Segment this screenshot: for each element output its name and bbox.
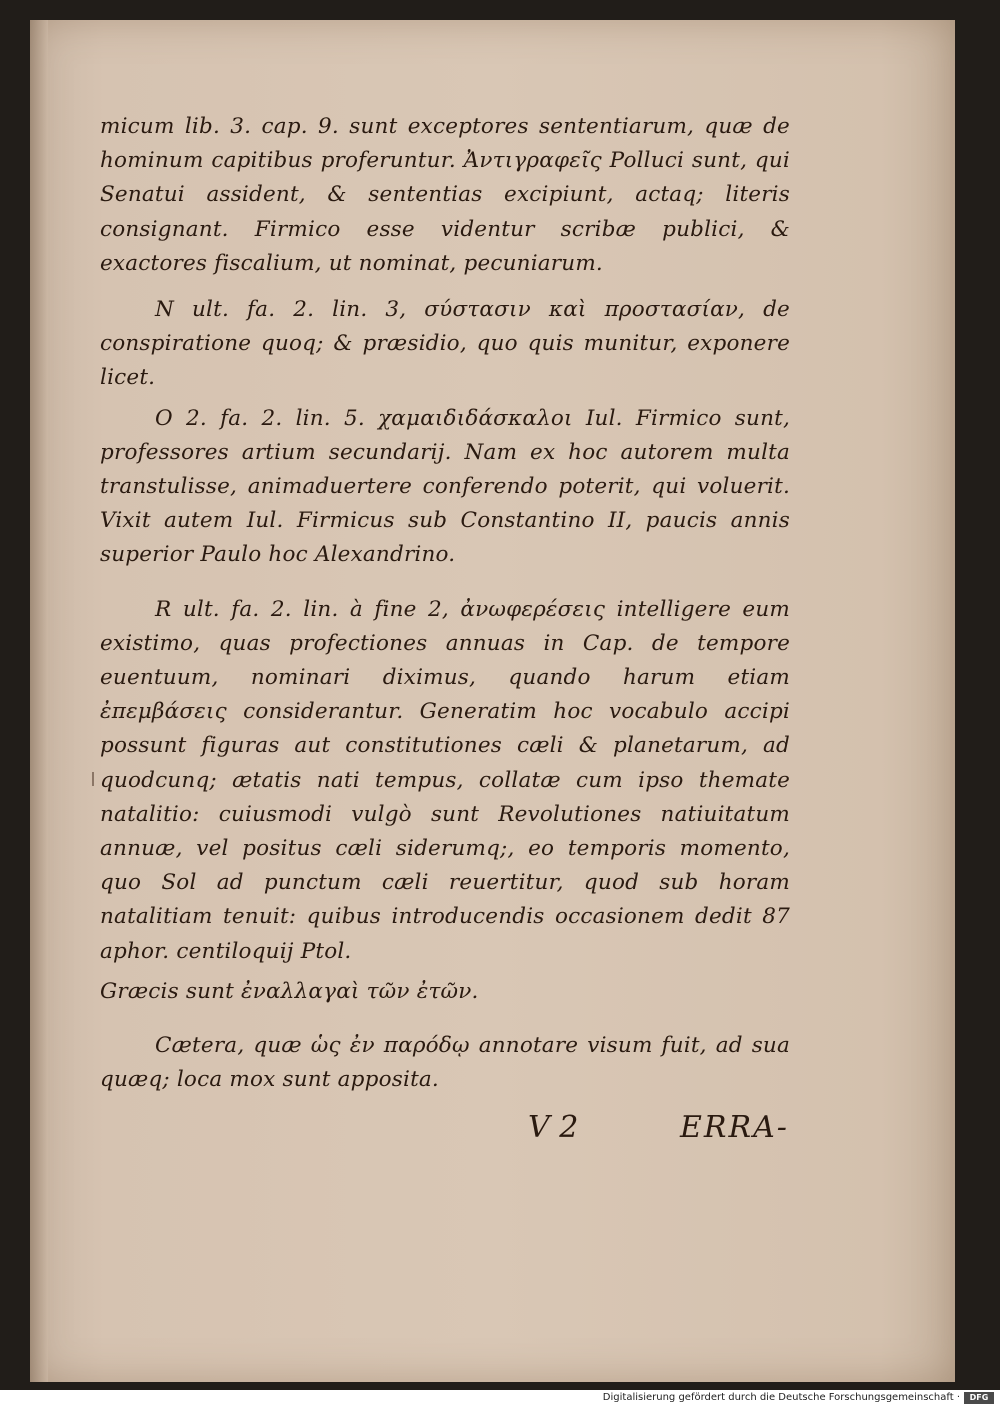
paragraph-note-r: R ult. fa. 2. lin. à fine 2, ἀνωφερέσεις intelligere eum existimo, quas profectiones annuas in Cap. de tempore euentuum, nominari diximus, quando harum etiam ἐπεμβάσεις considerantur. Generatim hoc vocabulo accipi possunt figuras aut constitutiones cæli & planetarum, ad quodcunq; ætatis nati tempus, collatæ cum ipso themate natalitio: cuiusmodi vulgò sunt Revolutiones natiuitatum annuæ, vel positus cæli siderumq;, eo temporis momento, quo Sol ad punctum cæli reuertitur, quod sub horam natalitiam tenuit: quibus introducendis occasionem dedit 87 aphor. centiloquij Ptol. <box>100 596 790 964</box>
dfg-logo-icon: DFG <box>964 1392 994 1404</box>
paragraph-note-n: N ult. fa. 2. lin. 3, σύστασιν καὶ προστασίαν, de conspiratione quoq; & præsidio, quo quis munitur, exponere licet. <box>100 297 790 391</box>
page-text <box>100 110 790 1097</box>
margin-mark <box>92 772 94 786</box>
paragraph-note-o: O 2. fa. 2. lin. 5. χαμαιδιδάσκαλοι Iul. Firmico sunt, professores artium secundarij. Nam ex hoc autorem multa transtulisse, animaduertere conferendo poterit, qui voluerit. Vixit autem Iul. Firmicus sub Constantino II, paucis annis superior Paulo hoc Alexandrino. <box>100 405 790 568</box>
footer-credit: Digitalisierung gefördert durch die Deutsche Forschungsgemeinschaft · <box>602 1392 960 1403</box>
paragraph-caetera: Cætera, quæ ὡς ἐν παρόδῳ annotare visum fuit, ad sua quæq; loca mox sunt apposita. <box>100 1033 790 1093</box>
paragraph-continuation: micum lib. 3. cap. 9. sunt exceptores sententiarum, quæ de hominum capitibus proferuntur. Ἀντιγραφεῖς Polluci sunt, qui Senatui assident, & sententias excipiunt, actaq; literis consignant. Firmico esse videntur scribæ publici, & exactores fiscalium, ut nominat, pecuniarum. <box>100 114 790 276</box>
paragraph-graecis: Græcis sunt ἐναλλαγαὶ τῶν ἐτῶν. <box>100 978 479 1004</box>
signature-mark: V 2 <box>528 1110 579 1145</box>
page-gutter <box>30 20 48 1382</box>
catchword: ERRA- <box>680 1110 789 1145</box>
